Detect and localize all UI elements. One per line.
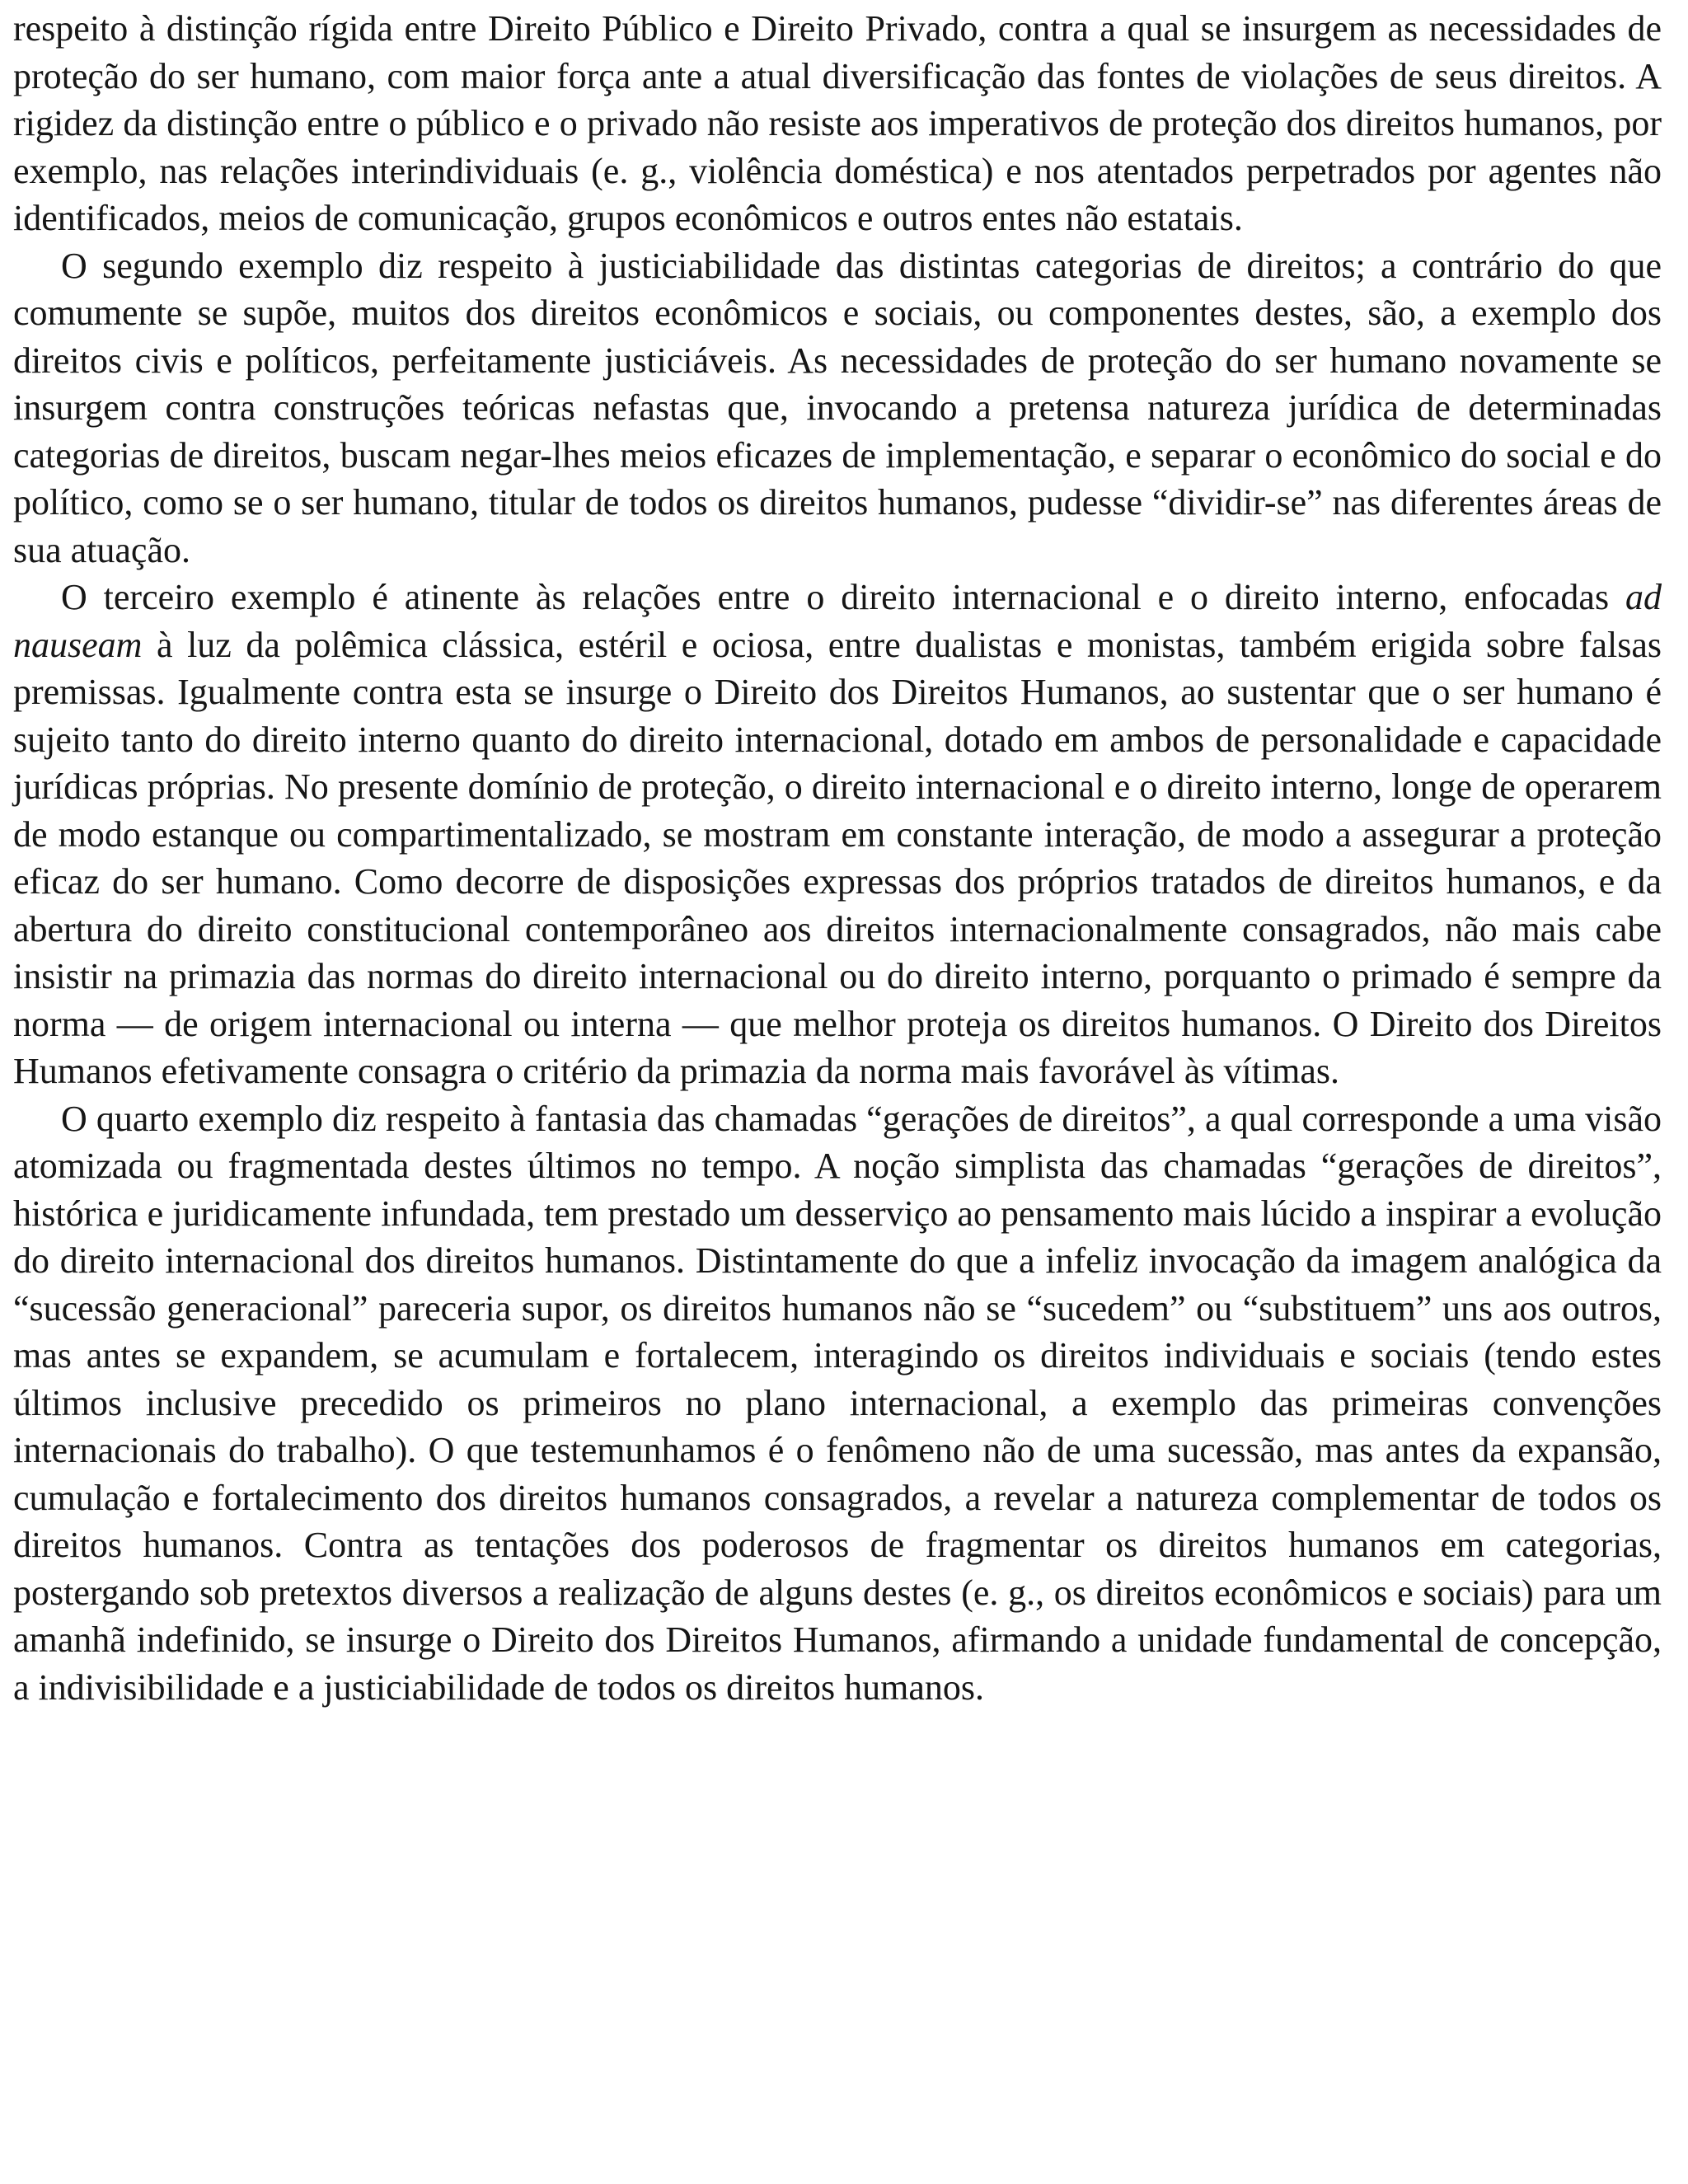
paragraph-3-latin-phrase: ad nauseam bbox=[13, 577, 1662, 665]
paragraph-1: respeito à distinção rígida entre Direito Público e Direito Privado, contra a qual se insurgem as necessidades de proteção do ser humano, com maior força ante a atual diversificação das fontes de violações de seus direitos. A rigidez da distinção entre o público e o privado não resiste aos imperativos de proteção dos direitos humanos, por exemplo, nas relações interindividuais (e. g., violência doméstica) e nos atentados perpetrados por agentes não identificados, meios de comunicação, grupos econômicos e outros entes não estatais. bbox=[13, 8, 1662, 238]
paragraph-4: O quarto exemplo diz respeito à fantasia das chamadas “gerações de direitos”, a qual corresponde a uma visão atomizada ou fragmentada destes últimos no tempo. A noção simplista das chamadas “gerações de direitos”, histórica e juridicamente infundada, tem prestado um desserviço ao pensamento mais lúcido a inspirar a evolução do direito internacional dos direitos humanos. Distintamente do que a infeliz invocação da imagem analógica da “sucessão generacional” pareceria supor, os direitos humanos não se “sucedem” ou “substituem” uns aos outros, mas antes se expandem, se acumulam e fortalecem, interagindo os direitos individuais e sociais (tendo estes últimos inclusive precedido os primeiros no plano internacional, a exemplo das primeiras convenções internacionais do trabalho). O que testemunhamos é o fenômeno não de uma sucessão, mas antes da expansão, cumulação e fortalecimento dos direitos humanos consagrados, a revelar a natureza complementar de todos os direitos humanos. Contra as tentações dos poderosos de fragmentar os direitos humanos em categorias, postergando sob pretextos diversos a realização de alguns destes (e. g., os direitos econômicos e sociais) para um amanhã indefinido, se insurge o Direito dos Direitos Humanos, afirmando a unidade fundamental de concepção, a indivisibilidade e a justiciabilidade de todos os direitos humanos. bbox=[13, 1098, 1662, 1708]
paragraph-3 bbox=[13, 574, 1662, 1095]
paragraph-3-text-end: à luz da polêmica clássica, estéril e ociosa, entre dualistas e monistas, também erigida sobre falsas premissas. Igualmente contra esta se insurge o Direito dos Direitos Humanos, ao sustentar que o ser humano é sujeito tanto do direito interno quanto do direito internacional, dotado em ambos de personalidade e capacidade jurídicas próprias. No presente domínio de proteção, o direito internacional e o direito interno, longe de operarem de modo estanque ou compartimentalizado, se mostram em constante interação, de modo a assegurar a proteção eficaz do ser humano. Como decorre de disposições expressas dos próprios tratados de direitos humanos, e da abertura do direito constitucional contemporâneo aos direitos internacionalmente consagrados, não mais cabe insistir na primazia das normas do direito internacional ou do direito interno, porquanto o primado é sempre da norma — de origem internacional ou interna — que melhor proteja os direitos humanos. O Direito dos Direitos Humanos efetivamente consagra o critério da primazia da norma mais favorável às vítimas. bbox=[13, 624, 1662, 1091]
paragraph-3-text-start: O terceiro exemplo é atinente às relações entre o direito internacional e o direito interno, enfocadas bbox=[61, 577, 1625, 617]
paragraph-2: O segundo exemplo diz respeito à justiciabilidade das distintas categorias de direitos; a contrário do que comumente se supõe, muitos dos direitos econômicos e sociais, ou componentes destes, são, a exemplo dos direitos civis e políticos, perfeitamente justiciáveis. As necessidades de proteção do ser humano novamente se insurgem contra construções teóricas nefastas que, invocando a pretensa natureza jurídica de determinadas categorias de direitos, buscam negar-lhes meios eficazes de implementação, e separar o econômico do social e do político, como se o ser humano, titular de todos os direitos humanos, pudesse “dividir-se” nas diferentes áreas de sua atuação. bbox=[13, 245, 1662, 570]
document-page bbox=[13, 5, 1662, 1711]
